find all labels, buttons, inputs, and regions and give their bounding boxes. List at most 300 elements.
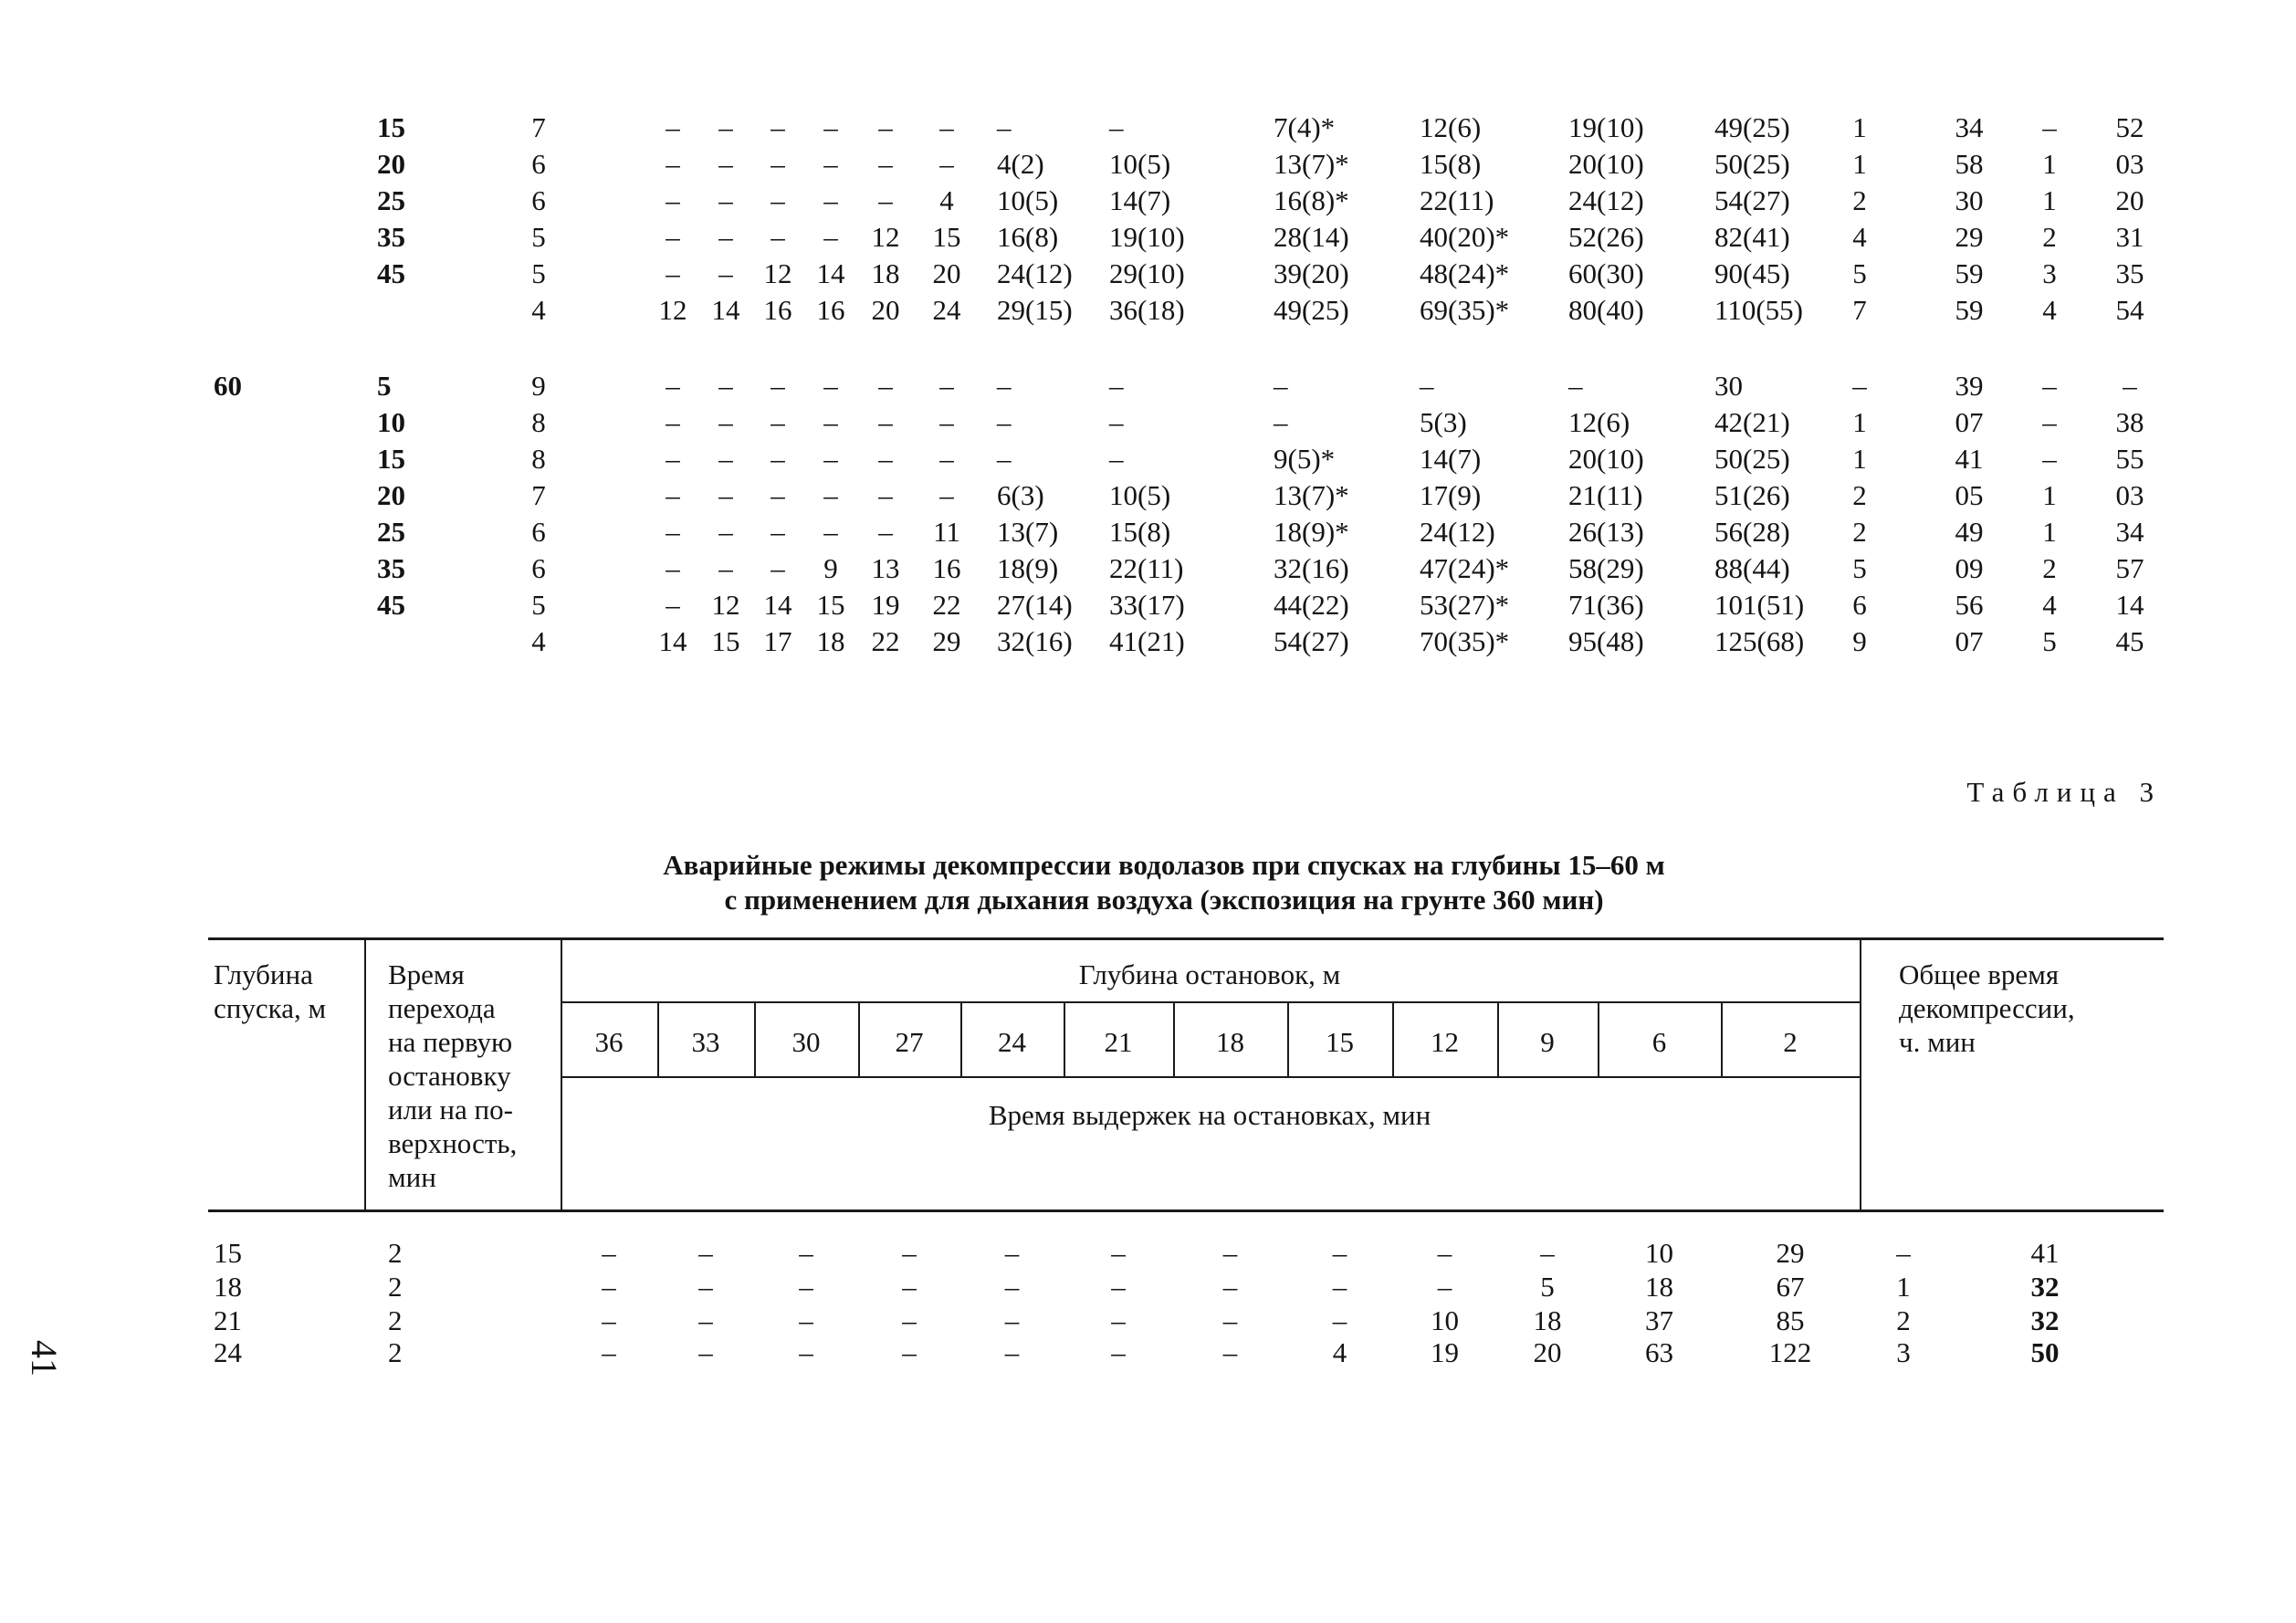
minutes-cell: 31 <box>2115 221 2144 253</box>
stop-time-cell: 82(41) <box>1714 221 1790 253</box>
stop-time-cell: – <box>1109 111 1124 143</box>
stop-time-cell: 19 <box>871 589 900 621</box>
header-transit-line: перехода <box>388 992 496 1024</box>
stop-time-cell: 29(15) <box>997 294 1073 326</box>
hold-time-cell: – <box>1004 1336 1020 1368</box>
stop-time-cell: – <box>878 370 893 402</box>
header-transit-line: Время <box>388 958 465 990</box>
total-hours-cell: 1 <box>1896 1271 1911 1303</box>
transit-time-cell: 6 <box>531 552 546 584</box>
stop-column-divider <box>858 1001 860 1078</box>
header-hold-times: Время выдержек на остановках, мин <box>988 1099 1431 1131</box>
stop-time-cell: 30 <box>1714 370 1743 402</box>
descent-depth-cell: 18 <box>214 1271 242 1303</box>
hold-time-cell: – <box>602 1237 616 1269</box>
stop-time-cell: 16 <box>763 294 792 326</box>
hold-time-cell: – <box>1332 1304 1347 1336</box>
stop-time-cell: – <box>718 552 733 584</box>
minutes-cell: 07 <box>1955 406 1984 438</box>
hours-cell: 5 <box>1852 552 1867 584</box>
transit-time-cell: 9 <box>531 370 546 402</box>
hours-cell: – <box>2042 443 2057 475</box>
stop-time-cell: – <box>771 111 785 143</box>
stop-time-cell: – <box>997 406 1012 438</box>
minutes-cell: 20 <box>2115 184 2144 216</box>
hold-time-cell: 67 <box>1776 1271 1805 1303</box>
header-transit-line: остановку <box>388 1060 511 1092</box>
minutes-cell: 45 <box>2115 625 2144 657</box>
stop-time-cell: 125(68) <box>1714 625 1805 657</box>
stop-time-cell: 13(7)* <box>1274 479 1349 511</box>
stop-time-cell: 39(20) <box>1274 257 1349 289</box>
minutes-cell: 30 <box>1955 184 1984 216</box>
total-hours-cell: – <box>1896 1237 1911 1269</box>
stop-time-cell: 50(25) <box>1714 443 1790 475</box>
stop-time-cell: 24(12) <box>997 257 1073 289</box>
stop-column-divider <box>1598 1001 1599 1078</box>
hold-time-cell: – <box>602 1336 616 1368</box>
stop-time-cell: – <box>823 184 838 216</box>
hold-time-cell: – <box>698 1271 713 1303</box>
hold-time-cell: 29 <box>1776 1237 1805 1269</box>
hours-cell: 1 <box>1852 148 1867 180</box>
hold-time-cell: – <box>1332 1237 1347 1269</box>
stop-time-cell: 18(9) <box>997 552 1059 584</box>
transit-time-cell: 6 <box>531 516 546 548</box>
stop-time-cell: 12 <box>658 294 687 326</box>
stop-column-divider <box>960 1001 962 1078</box>
hours-cell: – <box>2042 406 2057 438</box>
bottom-time-cell: 45 <box>377 589 405 621</box>
stop-time-cell: 5(3) <box>1420 406 1467 438</box>
stop-time-cell: 24(12) <box>1420 516 1495 548</box>
stop-time-cell: – <box>1274 370 1288 402</box>
hours-cell: 2 <box>2042 221 2057 253</box>
stop-depth-header: 18 <box>1216 1026 1244 1058</box>
hold-time-cell: 18 <box>1533 1304 1562 1336</box>
stop-time-cell: 41(21) <box>1109 625 1185 657</box>
hours-cell: 1 <box>2042 184 2057 216</box>
stop-time-cell: 24(12) <box>1568 184 1644 216</box>
stop-column-divider <box>1721 1001 1723 1078</box>
stop-time-cell: 10(5) <box>1109 479 1171 511</box>
stop-time-cell: 54(27) <box>1274 625 1349 657</box>
bottom-time-cell: 10 <box>377 406 405 438</box>
transit-time-cell: 5 <box>531 257 546 289</box>
stop-time-cell: 90(45) <box>1714 257 1790 289</box>
stop-time-cell: 58(29) <box>1568 552 1644 584</box>
stop-time-cell: – <box>1568 370 1583 402</box>
stop-time-cell: 80(40) <box>1568 294 1644 326</box>
hours-cell: 2 <box>2042 552 2057 584</box>
stop-time-cell: 70(35)* <box>1420 625 1510 657</box>
stop-time-cell: – <box>939 148 954 180</box>
stop-time-cell: 12(6) <box>1420 111 1482 143</box>
stop-time-cell: 60(30) <box>1568 257 1644 289</box>
stop-depth-header: 27 <box>895 1026 924 1058</box>
stop-time-cell: 88(44) <box>1714 552 1790 584</box>
stop-time-cell: – <box>771 516 785 548</box>
stop-time-cell: – <box>666 516 680 548</box>
stop-time-cell: 20(10) <box>1568 148 1644 180</box>
transit-time-cell: 6 <box>531 184 546 216</box>
stop-time-cell: – <box>718 479 733 511</box>
stop-time-cell: 10(5) <box>997 184 1059 216</box>
stop-time-cell: 12 <box>763 257 792 289</box>
stop-time-cell: 13 <box>871 552 900 584</box>
depth-cell: 60 <box>214 370 242 402</box>
stop-time-cell: 12 <box>871 221 900 253</box>
hours-cell: 3 <box>2042 257 2057 289</box>
stop-time-cell: 15 <box>711 625 740 657</box>
stop-time-cell: 51(26) <box>1714 479 1790 511</box>
stop-time-cell: – <box>771 479 785 511</box>
stop-time-cell: 47(24)* <box>1420 552 1510 584</box>
stop-time-cell: – <box>666 552 680 584</box>
stop-column-divider <box>754 1001 756 1078</box>
stop-time-cell: – <box>718 406 733 438</box>
hours-cell: 2 <box>1852 516 1867 548</box>
header-transit-line: или на по- <box>388 1094 513 1126</box>
stop-time-cell: – <box>878 184 893 216</box>
stop-time-cell: 33(17) <box>1109 589 1185 621</box>
hold-time-cell: – <box>1222 1304 1238 1336</box>
header-stops-group: Глубина остановок, м <box>1078 958 1341 990</box>
bottom-time-cell: 15 <box>377 443 405 475</box>
total-minutes-cell: 32 <box>2030 1304 2060 1336</box>
minutes-cell: 49 <box>1955 516 1984 548</box>
bottom-time-cell: 15 <box>377 111 405 143</box>
stop-depth-header: 15 <box>1326 1026 1354 1058</box>
stop-time-cell: 17(9) <box>1420 479 1482 511</box>
stop-time-cell: 20 <box>871 294 900 326</box>
hold-time-cell: – <box>799 1304 813 1336</box>
transit-time-cell: 7 <box>531 479 546 511</box>
stop-time-cell: – <box>666 479 680 511</box>
page-number: 41 <box>24 1340 65 1377</box>
bottom-time-cell: 35 <box>377 221 405 253</box>
hold-time-cell: 85 <box>1776 1304 1805 1336</box>
transit-time-cell: 8 <box>531 406 546 438</box>
hold-time-cell: – <box>902 1237 917 1269</box>
hold-time-cell: – <box>1111 1336 1126 1368</box>
stop-time-cell: 44(22) <box>1274 589 1349 621</box>
minutes-cell: 07 <box>1955 625 1984 657</box>
stop-time-cell: – <box>666 589 680 621</box>
hold-time-cell: – <box>1222 1271 1238 1303</box>
hold-time-cell: 37 <box>1645 1304 1673 1336</box>
stop-time-cell: 54(27) <box>1714 184 1790 216</box>
hold-time-cell: 20 <box>1533 1336 1562 1368</box>
hours-cell: 2 <box>1852 479 1867 511</box>
minutes-cell: 03 <box>2115 479 2144 511</box>
stop-time-cell: – <box>666 443 680 475</box>
stop-time-cell: – <box>997 370 1012 402</box>
hours-cell: 5 <box>1852 257 1867 289</box>
total-hours-cell: 3 <box>1896 1336 1911 1368</box>
stop-depth-header: 9 <box>1540 1026 1555 1058</box>
stop-time-cell: 14(7) <box>1420 443 1482 475</box>
hold-time-cell: – <box>1004 1304 1020 1336</box>
stop-time-cell: – <box>823 516 838 548</box>
minutes-cell: 14 <box>2115 589 2144 621</box>
header-divider <box>364 937 366 1211</box>
stop-time-cell: 110(55) <box>1714 294 1803 326</box>
stop-time-cell: 14 <box>658 625 687 657</box>
stop-time-cell: – <box>718 443 733 475</box>
transit-time-cell: 2 <box>388 1237 403 1269</box>
stop-time-cell: 71(36) <box>1568 589 1644 621</box>
stop-time-cell: 16(8) <box>997 221 1059 253</box>
minutes-cell: 03 <box>2115 148 2144 180</box>
stop-time-cell: 11 <box>933 516 960 548</box>
stop-time-cell: – <box>771 370 785 402</box>
hours-cell: 1 <box>2042 479 2057 511</box>
header-total-line: Общее время <box>1899 958 2060 990</box>
hold-time-cell: – <box>1222 1336 1238 1368</box>
stop-time-cell: 56(28) <box>1714 516 1790 548</box>
minutes-cell: 34 <box>2115 516 2144 548</box>
minutes-cell: 57 <box>2115 552 2144 584</box>
stop-time-cell: 7(4)* <box>1274 111 1336 143</box>
stop-time-cell: – <box>666 370 680 402</box>
stop-depth-header: 6 <box>1651 1026 1667 1058</box>
stop-time-cell: 52(26) <box>1568 221 1644 253</box>
hold-time-cell: – <box>698 1237 713 1269</box>
stop-time-cell: – <box>1109 443 1124 475</box>
stop-time-cell: – <box>666 257 680 289</box>
stop-time-cell: – <box>823 370 838 402</box>
header-total-line: ч. мин <box>1899 1026 1976 1058</box>
stop-time-cell: 22 <box>871 625 900 657</box>
stop-time-cell: 49(25) <box>1274 294 1349 326</box>
table-title-line-1: Аварийные режимы декомпрессии водолазов при спусках на глубины 15–60 м <box>663 849 1665 881</box>
stop-depth-header: 36 <box>594 1026 624 1058</box>
stop-time-cell: 16 <box>932 552 961 584</box>
stop-time-cell: 12 <box>711 589 740 621</box>
minutes-cell: 05 <box>1955 479 1984 511</box>
hours-cell: 1 <box>1852 406 1867 438</box>
stop-time-cell: 19(10) <box>1109 221 1185 253</box>
header-transit-line: верхность, <box>388 1127 518 1159</box>
stop-time-cell: 9(5)* <box>1274 443 1336 475</box>
stop-time-cell: – <box>939 111 954 143</box>
minutes-cell: 09 <box>1955 552 1984 584</box>
hold-time-cell: – <box>1222 1237 1238 1269</box>
transit-time-cell: 5 <box>531 589 546 621</box>
minutes-cell: 38 <box>2115 406 2144 438</box>
hold-time-cell: – <box>902 1336 917 1368</box>
hold-time-cell: 10 <box>1431 1304 1459 1336</box>
stop-time-cell: 15(8) <box>1420 148 1482 180</box>
stop-time-cell: 4 <box>939 184 954 216</box>
minutes-cell: 54 <box>2115 294 2144 326</box>
hold-time-cell: – <box>799 1271 813 1303</box>
stop-time-cell: 49(25) <box>1714 111 1790 143</box>
stop-time-cell: 22 <box>932 589 961 621</box>
hold-time-cell: 122 <box>1768 1336 1812 1368</box>
descent-depth-cell: 15 <box>214 1237 242 1269</box>
stop-time-cell: – <box>939 370 954 402</box>
bottom-time-cell: 45 <box>377 257 405 289</box>
hours-cell: – <box>2042 370 2057 402</box>
stop-time-cell: 101(51) <box>1714 589 1805 621</box>
hold-time-cell: – <box>1437 1237 1452 1269</box>
stop-depth-header: 24 <box>998 1026 1026 1058</box>
stop-time-cell: 21(11) <box>1568 479 1643 511</box>
hours-cell: 1 <box>2042 148 2057 180</box>
stop-time-cell: – <box>771 406 785 438</box>
stop-time-cell: 29(10) <box>1109 257 1185 289</box>
hold-time-cell: – <box>902 1271 917 1303</box>
hold-time-cell: – <box>799 1237 813 1269</box>
stop-time-cell: 14(7) <box>1109 184 1171 216</box>
total-minutes-cell: 50 <box>2030 1336 2060 1368</box>
stop-time-cell: – <box>823 111 838 143</box>
hours-cell: 9 <box>1852 625 1867 657</box>
stop-time-cell: – <box>878 406 893 438</box>
minutes-cell: 55 <box>2115 443 2144 475</box>
header-depth-line-2: спуска, м <box>214 992 327 1024</box>
total-minutes-cell: 41 <box>2030 1237 2060 1269</box>
bottom-time-cell: 20 <box>377 479 405 511</box>
stop-time-cell: – <box>771 221 785 253</box>
stop-time-cell: 53(27)* <box>1420 589 1510 621</box>
stop-time-cell: 18(9)* <box>1274 516 1349 548</box>
stop-time-cell: 40(20)* <box>1420 221 1510 253</box>
stop-time-cell: 50(25) <box>1714 148 1790 180</box>
stop-time-cell: 16(8)* <box>1274 184 1349 216</box>
hold-time-cell: – <box>1004 1271 1020 1303</box>
stop-time-cell: 24 <box>932 294 961 326</box>
hold-time-cell: 63 <box>1645 1336 1673 1368</box>
transit-time-cell: 4 <box>531 294 546 326</box>
stop-time-cell: 26(13) <box>1568 516 1644 548</box>
hours-cell: 4 <box>1852 221 1867 253</box>
hold-time-cell: – <box>1111 1237 1126 1269</box>
stop-time-cell: – <box>878 111 893 143</box>
table-label: Таблица 3 <box>1966 776 2162 808</box>
stop-time-cell: – <box>1420 370 1434 402</box>
minutes-cell: – <box>2123 370 2137 402</box>
stop-depth-header: 12 <box>1431 1026 1459 1058</box>
descent-depth-cell: 21 <box>214 1304 242 1336</box>
bottom-time-cell: 25 <box>377 516 405 548</box>
stop-time-cell: – <box>666 111 680 143</box>
transit-time-cell: 7 <box>531 111 546 143</box>
stop-time-cell: 15 <box>932 221 961 253</box>
stop-time-cell: 17 <box>763 625 792 657</box>
stop-time-cell: – <box>666 406 680 438</box>
stop-time-cell: 20(10) <box>1568 443 1644 475</box>
stop-time-cell: 29 <box>932 625 961 657</box>
stop-time-cell: – <box>771 184 785 216</box>
minutes-cell: 34 <box>1955 111 1984 143</box>
stop-time-cell: – <box>823 479 838 511</box>
header-transit-line: на первую <box>388 1026 513 1058</box>
stop-time-cell: 9 <box>823 552 838 584</box>
stop-depth-header: 2 <box>1783 1026 1798 1058</box>
stop-column-divider <box>657 1001 659 1078</box>
stop-column-divider <box>1392 1001 1394 1078</box>
hold-time-cell: 19 <box>1431 1336 1459 1368</box>
minutes-cell: 59 <box>1955 294 1984 326</box>
stop-time-cell: – <box>823 443 838 475</box>
header-total-line: декомпрессии, <box>1899 992 2075 1024</box>
minutes-cell: 58 <box>1955 148 1984 180</box>
stop-time-cell: 28(14) <box>1274 221 1349 253</box>
transit-time-cell: 4 <box>531 625 546 657</box>
hold-time-cell: – <box>1437 1271 1452 1303</box>
stop-column-divider <box>1497 1001 1499 1078</box>
header-divider <box>561 937 562 1211</box>
stop-time-cell: – <box>939 443 954 475</box>
stop-time-cell: 14 <box>816 257 845 289</box>
stop-column-divider <box>1064 1001 1065 1078</box>
hold-time-cell: – <box>698 1336 713 1368</box>
stop-time-cell: – <box>1274 406 1288 438</box>
stop-time-cell: – <box>823 221 838 253</box>
hold-time-cell: – <box>1004 1237 1020 1269</box>
stop-time-cell: 22(11) <box>1109 552 1184 584</box>
stop-time-cell: 15(8) <box>1109 516 1171 548</box>
stop-time-cell: – <box>878 443 893 475</box>
hold-time-cell: 10 <box>1645 1237 1673 1269</box>
descent-depth-cell: 24 <box>214 1336 242 1368</box>
stop-time-cell: – <box>718 257 733 289</box>
bottom-time-cell: 25 <box>377 184 405 216</box>
transit-time-cell: 8 <box>531 443 546 475</box>
stop-time-cell: – <box>771 552 785 584</box>
stop-time-cell: – <box>718 370 733 402</box>
header-depth-line-1: Глубина <box>214 958 313 990</box>
stop-time-cell: 95(48) <box>1568 625 1644 657</box>
transit-time-cell: 5 <box>531 221 546 253</box>
hours-cell: 6 <box>1852 589 1867 621</box>
stop-time-cell: 16 <box>816 294 845 326</box>
stop-time-cell: 6(3) <box>997 479 1044 511</box>
hold-time-cell: 18 <box>1645 1271 1673 1303</box>
header-transit-line: мин <box>388 1161 436 1193</box>
stop-time-cell: – <box>939 406 954 438</box>
stop-time-cell: 20 <box>932 257 961 289</box>
stop-time-cell: – <box>666 221 680 253</box>
stop-time-cell: 48(24)* <box>1420 257 1510 289</box>
hours-cell: – <box>1852 370 1867 402</box>
stop-depth-header: 30 <box>792 1026 821 1058</box>
minutes-cell: 41 <box>1955 443 1984 475</box>
stop-time-cell: 15 <box>816 589 845 621</box>
stop-time-cell: – <box>666 184 680 216</box>
stop-time-cell: – <box>771 443 785 475</box>
transit-time-cell: 6 <box>531 148 546 180</box>
stop-time-cell: – <box>718 148 733 180</box>
hours-cell: 4 <box>2042 294 2057 326</box>
stop-time-cell: – <box>878 516 893 548</box>
hold-time-cell: – <box>1111 1271 1126 1303</box>
minutes-cell: 29 <box>1955 221 1984 253</box>
stop-time-cell: 14 <box>763 589 792 621</box>
total-hours-cell: 2 <box>1896 1304 1911 1336</box>
stop-time-cell: 42(21) <box>1714 406 1790 438</box>
stop-time-cell: 10(5) <box>1109 148 1171 180</box>
stop-time-cell: – <box>823 148 838 180</box>
stop-depth-header: 21 <box>1104 1026 1133 1058</box>
stop-time-cell: – <box>878 148 893 180</box>
stop-time-cell: – <box>718 111 733 143</box>
total-minutes-cell: 32 <box>2030 1271 2060 1303</box>
hours-cell: 5 <box>2042 625 2057 657</box>
